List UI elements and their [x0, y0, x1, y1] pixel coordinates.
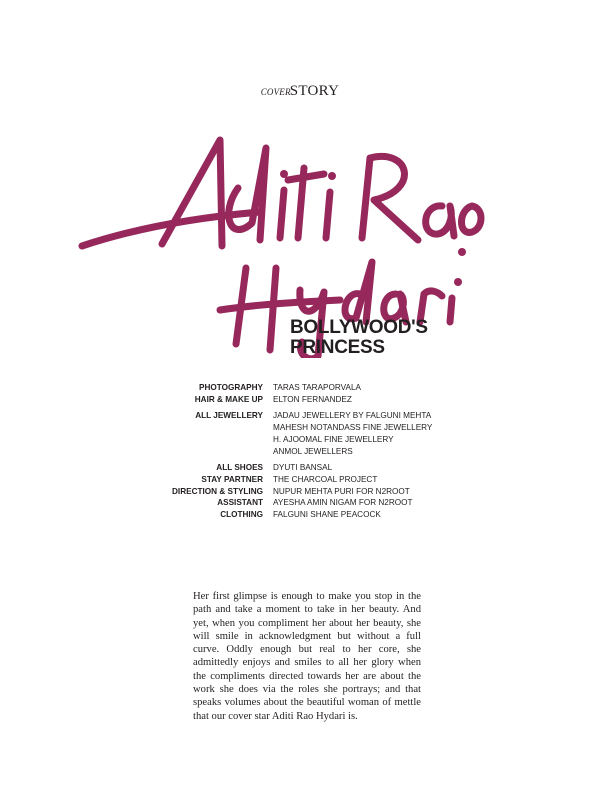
title-line1-script [82, 140, 481, 256]
credit-role: PHOTOGRAPHY [199, 383, 263, 392]
credit-role: HAIR & MAKE UP [194, 394, 263, 404]
intro-paragraph: Her first glimpse is enough to make you stop in the path and take a moment to take in her beauty. And yet, when you compliment her about her beauty, she will smile in acknowledgment but without a full curve. Oddly enough but real to her core, she admittedly enjoys and smiles to all her glory when the compliments directed towards her are about the work she does via the roles she portrays; and that speaks volumes about the beautiful woman of mettle that our cover star Aditi Rao Hydari is. [193, 591, 421, 722]
credit-row [130, 462, 460, 474]
credit-role: ASSISTANT [217, 498, 263, 508]
credit-value: FALGUNI SHANE PEACOCK [273, 510, 381, 520]
subtitle-line1: BOLLYWOOD'S [290, 317, 428, 338]
credit-value: MAHESH NOTANDASS FINE JEWELLERY [273, 423, 433, 433]
credit-value: ELTON FERNANDEZ [273, 394, 352, 404]
feature-subtitle [290, 318, 428, 358]
credit-value: AYESHA AMIN NIGAM FOR N2ROOT [273, 498, 413, 508]
credit-value: TARAS TARAPORVALA [273, 383, 361, 392]
credit-value: JADAU JEWELLERY BY FALGUNI MEHTA [273, 411, 432, 421]
credit-value: THE CHARCOAL PROJECT [273, 474, 378, 484]
credit-row [130, 486, 460, 498]
section-label [0, 82, 600, 100]
credit-value: ANMOL JEWELLERS [273, 446, 353, 456]
credit-row [130, 474, 460, 486]
credit-role: ALL JEWELLERY [195, 411, 263, 421]
credits-list [130, 382, 460, 521]
credit-row [130, 497, 460, 509]
credit-value: NUPUR MEHTA PURI FOR N2ROOT [273, 486, 410, 496]
credit-role: DIRECTION & STYLING [172, 486, 263, 496]
credit-row [130, 509, 460, 521]
credit-role: CLOTHING [220, 510, 263, 520]
credit-row [130, 394, 460, 406]
credit-value: DYUTI BANSAL [273, 463, 333, 473]
credit-value: H. AJOOMAL FINE JEWELLERY [273, 434, 394, 444]
subtitle-line2: PRINCESS [290, 337, 385, 358]
credit-row [130, 382, 460, 394]
credit-role: ALL SHOES [216, 463, 263, 473]
credit-row [130, 410, 460, 457]
credit-role: STAY PARTNER [201, 474, 263, 484]
section-label-name: STORY [289, 83, 340, 99]
section-label-prefix: COVER [260, 87, 291, 97]
